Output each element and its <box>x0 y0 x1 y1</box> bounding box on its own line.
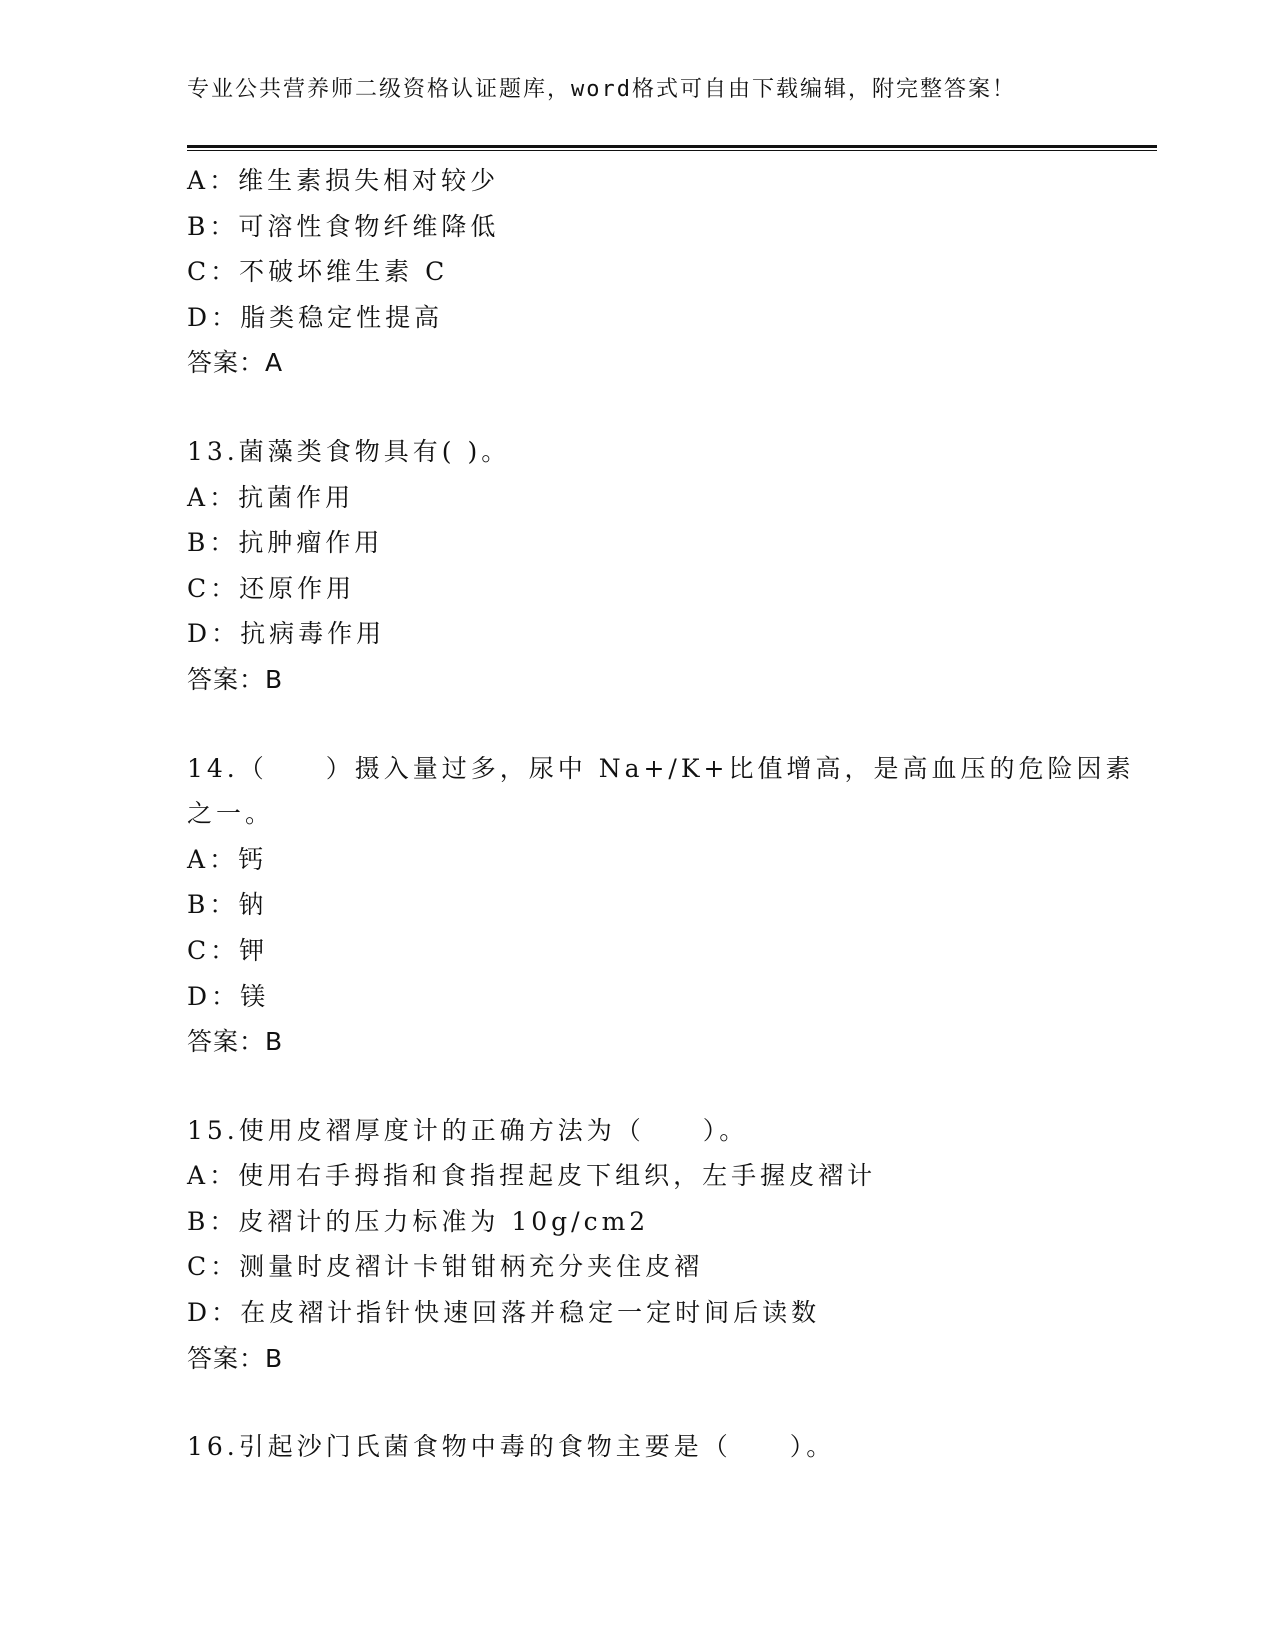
option-c: C：不破坏维生素 C <box>187 257 449 287</box>
header-divider <box>187 145 1157 151</box>
option-b: B：抗肿瘤作用 <box>187 528 384 558</box>
answer: 答案：B <box>187 1027 284 1057</box>
question-text-continued: 之一。 <box>187 799 275 829</box>
option-d: D：抗病毒作用 <box>187 619 386 649</box>
option-a: A：使用右手拇指和食指捏起皮下组织，左手握皮褶计 <box>187 1161 877 1191</box>
answer: 答案：B <box>187 664 284 694</box>
answer: 答案：A <box>187 348 284 378</box>
page-header: 专业公共营养师二级资格认证题库，word格式可自由下载编辑，附完整答案！ <box>187 77 1016 102</box>
question-block-14 <box>187 746 1135 1065</box>
question-text: 15.使用皮褶厚度计的正确方法为（ ）。 <box>187 1115 749 1145</box>
question-block-16 <box>187 1424 1087 1470</box>
option-a: A：抗菌作用 <box>187 482 355 512</box>
question-block-12 <box>187 158 1087 386</box>
option-a: A：维生素损失相对较少 <box>187 166 500 195</box>
option-b: B：钠 <box>187 890 268 920</box>
option-b: B：皮褶计的压力标准为 10g/cm2 <box>187 1206 650 1236</box>
question-text: 13.菌藻类食物具有( )。 <box>187 436 511 466</box>
option-c: C：钾 <box>187 935 269 965</box>
question-list <box>187 158 1135 1470</box>
option-d: D：脂类稳定性提高 <box>187 302 444 332</box>
option-d: D：在皮褶计指针快速回落并稳定一定时间后读数 <box>187 1298 821 1328</box>
option-d: D：镁 <box>187 981 270 1011</box>
option-a: A：钙 <box>187 844 268 874</box>
question-block-15 <box>187 1108 1087 1382</box>
question-text: 16.引起沙门氏菌食物中毒的食物主要是（ ）。 <box>187 1432 836 1462</box>
option-c: C：还原作用 <box>187 573 356 603</box>
option-c: C：测量时皮褶计卡钳钳柄充分夹住皮褶 <box>187 1252 704 1282</box>
answer: 答案：B <box>187 1343 284 1373</box>
option-b: B：可溶性食物纤维降低 <box>187 211 500 241</box>
question-block-13 <box>187 429 1087 703</box>
question-text: 14.（ ）摄入量过多，尿中 Na+/K+比值增高，是高血压的危险因素 <box>187 753 1135 783</box>
